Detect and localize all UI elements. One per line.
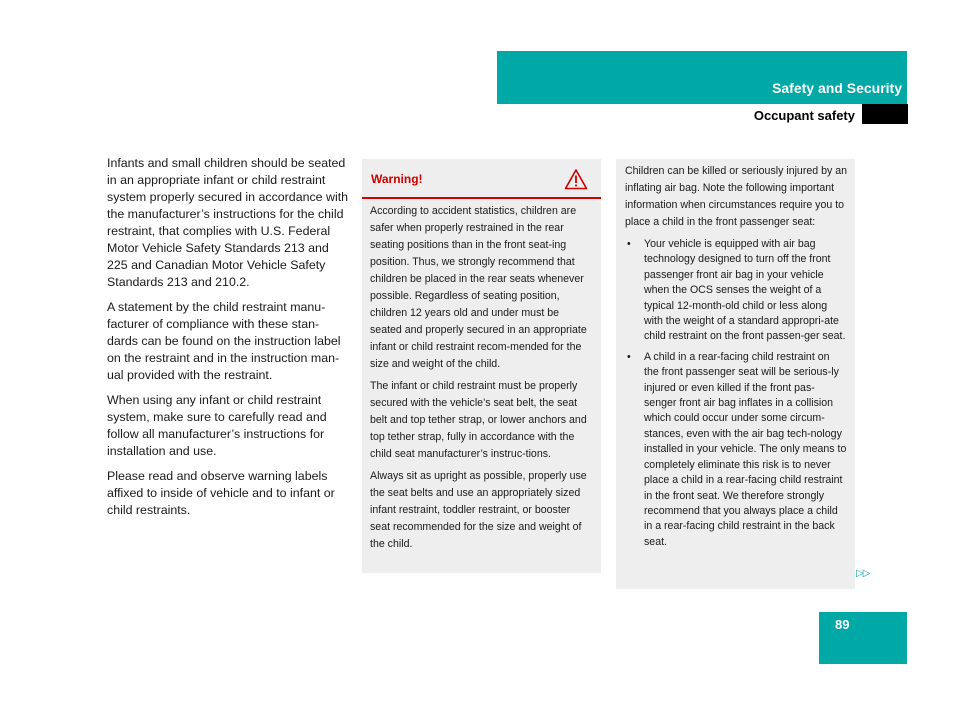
info-body [616,159,855,550]
warning-title: Warning! [371,172,423,186]
section-title: Safety and Security [772,80,902,96]
info-bullet-list [625,237,847,550]
subsection-title: Occupant safety [753,108,855,123]
left-column [107,155,349,527]
body-paragraph: When using any infant or child restraint system, make sure to carefully read and follow all manufacturer’s instructions for installation and use. [107,393,327,458]
bullet-icon: • [627,238,631,250]
subsection-marker [862,104,908,124]
info-box [616,159,855,589]
page-number: 89 [835,617,850,632]
warning-box [362,159,601,573]
warning-triangle-icon [564,168,588,190]
bullet-icon: • [627,350,631,363]
warning-header [362,159,601,199]
list-item [625,237,847,345]
list-item-text: Your vehicle is equipped with air bag technology designed to turn off the front passenger front air bag in your vehicle when the OCS senses the weight of a typical 12-month-old child or less along with the weight of a standard appropri-ate child restraint on the front passen-ger seat. [644,238,846,343]
warning-paragraph: The infant or child restraint must be properly secured with the vehicle’s seat belt, the seat belt and top tether strap, or lower anchors and top tether strap, fully in accordance with the child seat manufacturer’s instruc-tions. [370,380,587,460]
list-item [625,350,847,550]
page-number-box [819,612,907,664]
body-paragraph: Infants and small children should be seated in an appropriate infant or child restraint system properly secured in accordance with the manufacturer’s instructions for the child restraint, that complies with U.S. Federal Motor Vehicle Safety Standards 213 and 225 and Canadian Motor Vehicle Safety Standards 213 and 210.2. [107,156,349,289]
continue-arrow-icon: ▷▷ [856,568,870,579]
header-band [497,51,907,104]
warning-paragraph: According to accident statistics, children are safer when properly restrained in the rear seating positions than in the front seat-ing position. Thus, we strongly recommend that children be placed in the rear seats whenever possible. Regardless of seating position, children 12 years old and under must be seated and properly secured in an appropriate infant or child restraint recom-mended for the size and weight of the child. [370,205,587,370]
body-paragraph: A statement by the child restraint manu-facturer of compliance with these stan-dards can be found on the instruction label on the restraint and in the instruction man-ual provided with the restraint. [107,300,341,382]
list-item-text: A child in a rear-facing child restraint on the front passenger seat will be serious-ly injured or even killed if the front pas-senger front air bag inflates in a collision which could occur under some circum-stances, even with the air bag tech-nology installed in your vehicle. The only means to completely eliminate this risk is to never place a child in a rear-facing child restraint in the front seat. We therefore strongly recommend that you always place a child in a rear-facing child restraint in the back seat. [644,350,847,548]
info-intro: Children can be killed or seriously injured by an inflating air bag. Note the following important information when circumstances require you to place a child in the front passenger seat: [625,165,847,228]
warning-body [362,199,601,553]
warning-paragraph: Always sit as upright as possible, properly use the seat belts and use an appropriately sized infant restraint, toddler restraint, or booster seat recommended for the size and weight of the child. [370,470,587,550]
body-paragraph: Please read and observe warning labels affixed to inside of vehicle and to infant or child restraints. [107,469,335,517]
